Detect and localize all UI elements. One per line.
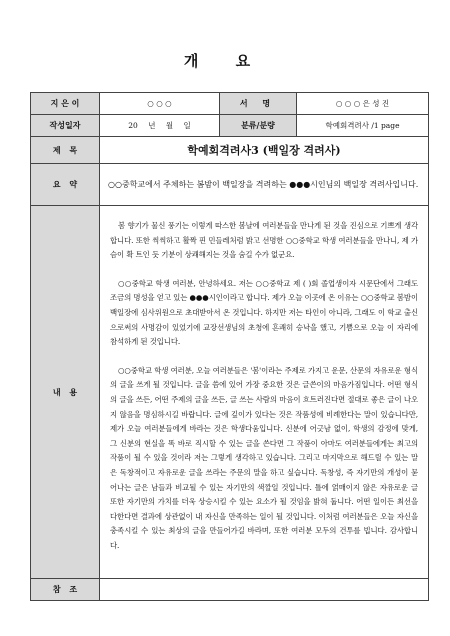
author-value: ○ ○ ○: [100, 93, 220, 115]
content-paragraph-2: ○○중학교 학생 여러분, 안녕하세요. 저는 ○○중학교 제 ( )회 졸업생이자 시문단에서 그래도 조금의 명성을 얻고 있는 ●●●시인이라고 합니다. 제가 오늘 이곳에 온 이유는 ○○중학교 봄밤이 백일장에 심사위원으로 초대받아서 온 것입니다. 하지만 저는 타인이 아니라, 그래도 이 학교 출신으로써의 사명감이 있었기에 교장선생님의 초청에 흔쾌히 승낙을 했고, 기쁨으로 오늘 이 자리에 참석하게 된 것입니다.: [110, 278, 418, 347]
summary-label: 요 약: [31, 164, 100, 206]
subject-value: 학예회격려사3 (백일장 격려사): [100, 137, 429, 164]
signature-value: ○ ○ ○ 은 성 진: [297, 93, 429, 115]
summary-form: [30, 92, 429, 601]
category-label: 분류/분량: [220, 115, 297, 137]
page-title: 개 요: [183, 52, 267, 70]
date-label: 작성일자: [31, 115, 100, 137]
reference-label: 참 조: [31, 579, 100, 601]
content-paragraph-1: 봄 향기가 물신 풍기는 이렇게 따스한 봄날에 여러분들을 만나게 된 것을 진심으로 기쁘게 생각합니다. 또한 씩씩하고 활짝 핀 민들레처럼 밝고 선명한 ○○중학교 학생 여러분들을 만나니, 제 가슴이 확 트인 듯 기분이 상쾌해지는 것을 숨길 수가 없군요.: [110, 221, 418, 260]
signature-label: 서 명: [220, 93, 297, 115]
summary-text: ○○중학교에서 주체하는 봄밤이 백일장을 격려하는 ●●●시인님의 백일장 격려사입니다.: [100, 164, 429, 206]
reference-value: [100, 579, 429, 601]
date-value: 20 년 월 일: [100, 115, 220, 137]
content-body: [100, 206, 429, 579]
category-value: 학예회격려사 /1 page: [297, 115, 429, 137]
author-label: 지 은 이: [31, 93, 100, 115]
subject-label: 제 목: [31, 137, 100, 164]
content-label: 내 용: [31, 206, 100, 579]
content-paragraph-3: ○○중학교 학생 여러분, 오늘 여러분들은 '봄'이라는 주제로 가지고 운문, 산문의 자유로운 형식의 글을 쓰게 될 것입니다. 글을 씀에 있어 가장 중요한 것은 글쓴이의 마음가짐입니다. 어떤 형식의 글을 쓰든, 어떤 주제의 글을 쓰든, 글 쓰는 사람의 마음이 흐트러진다면 절대로 좋은 글이 나오지 않음을 명심하시길 바랍니다. 글에 깊이가 있다는 것은 작품성에 비례한다는 말이 있습니다만, 제가 오늘 여러분들에게 바라는 것은 학생다움입니다. 신분에 어긋남 없이, 학생의 감정에 맞게, 그 신분의 현실을 똑 바로 직시할 수 있는 글을 쓴다면 그 작품이 아마도 여러분들에게는 최고의 작품이 될 수 있을 것이라 저는 그렇게 생각하고 있습니다. 그리고 마지막으로 해드릴 수 있는 말은 독창적이고 자유로운 글을 쓰라는 주문의 말을 하고 싶습니다. 독창성, 즉 자기만의 개성이 묻어나는 글은 남들과 비교될 수 있는 자기만의 색깔일 것입니다. 틀에 얽매이지 않은 자유로운 글 또한 자기만의 가치를 더욱 상승시킬 수 있는 요소가 될 것임을 밝혀 둡니다. 어떤 일이든 최선을 다한다면 결과에 상관없이 내 자신을 만족하는 일이 될 것입니다. 이처럼 여러분들은 오늘 자신을 충족시킬 수 있는 최상의 글을 만들어가길 바라며, 또한 여러분 모두의 건투를 빕니다. 감사합니다.: [110, 365, 418, 550]
